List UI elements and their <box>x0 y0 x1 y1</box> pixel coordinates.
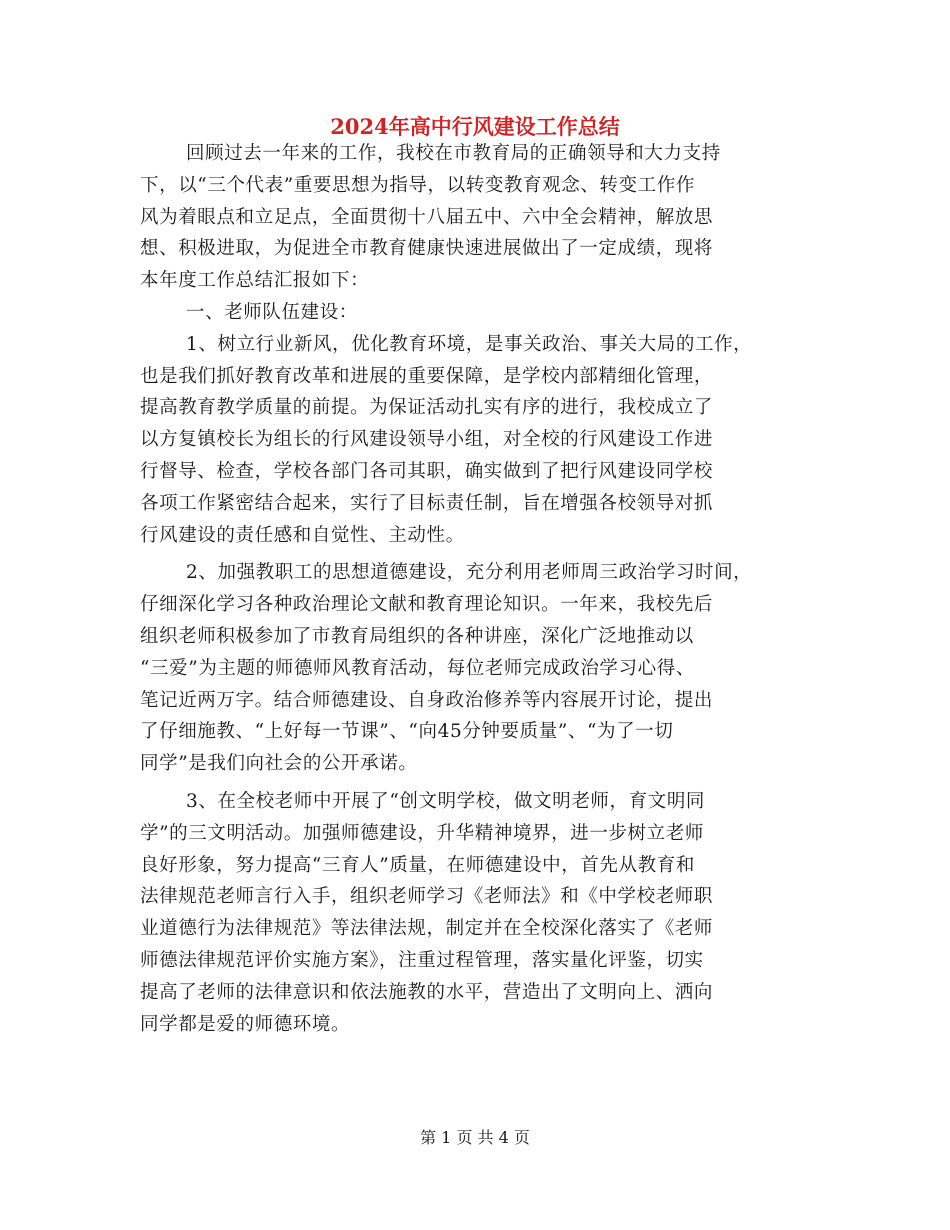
paragraph-line: 下，以“三个代表”重要思想为指导，以转变教育观念、转变工作作 <box>140 174 695 196</box>
paragraph-line: 师德法律规范评价实施方案》，注重过程管理，落实量化评鉴，切实 <box>140 949 704 971</box>
document-title: 2024年高中行风建设工作总结 <box>330 114 620 139</box>
document-body <box>140 138 830 1040</box>
paragraph-line: 业道德行为法律规范》等法律法规，制定并在全校深化落实了《老师 <box>140 918 714 940</box>
paragraph-line: 本年度工作总结汇报如下： <box>140 270 370 292</box>
paragraph-line: 想、积极进取，为促进全市教育健康快速进展做出了一定成绩，现将 <box>140 238 714 260</box>
paragraph-line: 同学都是爱的师德环境。 <box>140 1013 351 1035</box>
paragraph-line: 了仔细施教、“上好每一节课”、“向45分钟要质量”、“为了一切 <box>140 721 674 743</box>
paragraph-line: 法律规范老师言行入手，组织老师学习《老师法》和《中学校老师职 <box>140 886 714 908</box>
paragraph-line: “三爱”为主题的师德师风教育活动，每位老师完成政治学习心得、 <box>140 657 695 679</box>
paragraph-line: 提高了老师的法律意识和依法施教的水平，营造出了文明向上、洒向 <box>140 981 714 1003</box>
paragraph-line: 仔细深化学习各种政治理论文献和教育理论知识。一年来，我校先后 <box>140 594 714 616</box>
paragraph-line: 行风建设的责任感和自觉性、主动性。 <box>140 524 465 546</box>
paragraph-line: 组织老师积极参加了市教育局组织的各种讲座，深化广泛地推动以 <box>140 625 694 647</box>
paragraph-line: 学”的三文明活动。加强师德建设，升华精神境界，进一步树立老师 <box>140 822 704 844</box>
paragraph-line: 提高教育教学质量的前提。为保证活动扎实有序的进行，我校成立了 <box>140 397 714 419</box>
paragraph-line: 2、加强教职工的思想道德建设，充分利用老师周三政治学习时间， <box>186 562 753 584</box>
paragraph-line: 各项工作紧密结合起来，实行了目标责任制，旨在增强各校领导对抓 <box>140 492 714 514</box>
paragraph-line: 良好形象，努力提高“三育人”质量，在师德建设中，首先从教育和 <box>140 854 695 876</box>
section-heading: 一、老师队伍建设： <box>186 301 358 323</box>
page-footer: 第 1 页 共 4 页 <box>420 1128 530 1147</box>
paragraph-line: 同学”是我们向社会的公开承诺。 <box>140 753 418 775</box>
paragraph-line: 笔记近两万字。结合师德建设、自身政治修养等内容展开讨论，提出 <box>140 689 714 711</box>
paragraph-line: 风为着眼点和立足点，全面贯彻十八届五中、六中全会精神，解放思 <box>140 206 714 228</box>
paragraph-line: 也是我们抓好教育改革和进展的重要保障，是学校内部精细化管理， <box>140 365 714 387</box>
paragraph-line: 以方复镇校长为组长的行风建设领导小组，对全校的行风建设工作进 <box>140 429 714 451</box>
paragraph-line: 1、树立行业新风，优化教育环境，是事关政治、事关大局的工作， <box>186 333 753 355</box>
paragraph-line: 3、在全校老师中开展了“创文明学校，做文明老师，育文明同 <box>186 790 706 812</box>
paragraph-line: 回顾过去一年来的工作，我校在市教育局的正确领导和大力支持 <box>186 143 721 164</box>
paragraph-line: 行督导、检查，学校各部门各司其职，确实做到了把行风建设同学校 <box>140 460 714 482</box>
